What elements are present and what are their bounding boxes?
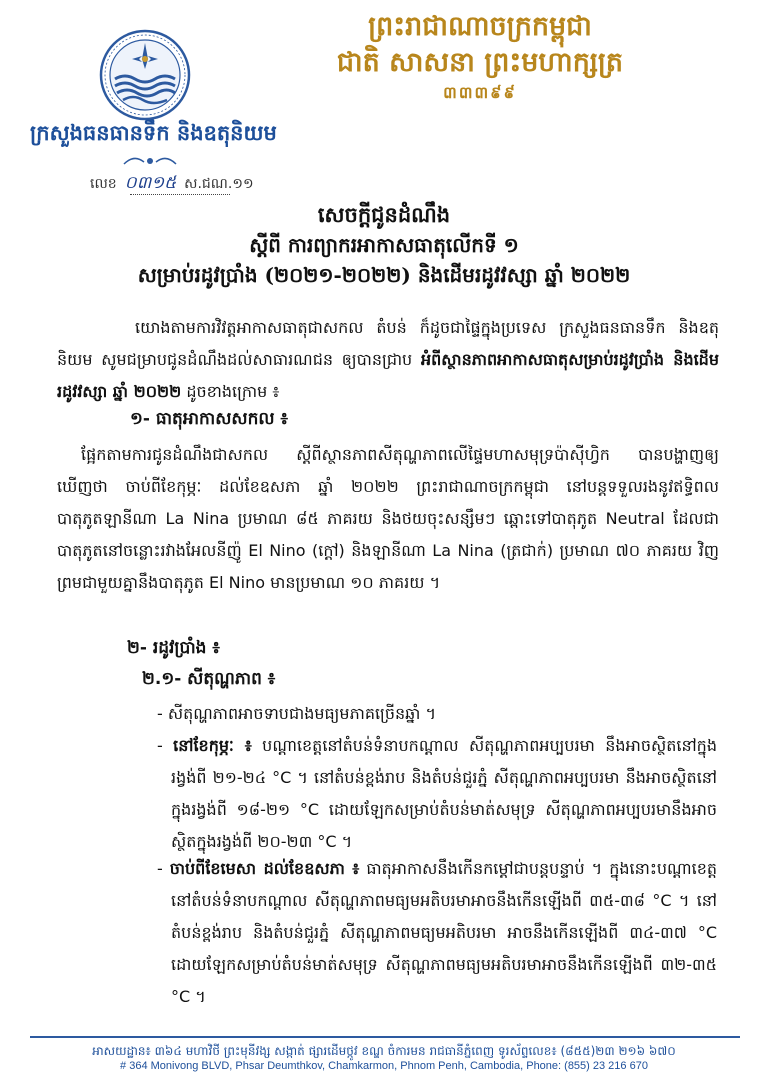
- flourish-ornament-icon: [120, 152, 180, 170]
- ministry-name: ក្រសួងធនធានទឹក និងឧតុនិយម: [30, 120, 277, 145]
- reference-suffix: ស.ជណ.១១: [184, 175, 254, 192]
- bullet-text: សីតុណ្ហភាពអាចទាបជាងមធ្យមភាគច្រើនឆ្នាំ ។: [167, 704, 436, 723]
- section-2-heading: ២- រដូវប្រាំង ៖: [127, 638, 220, 658]
- intro-bold-text: អំពីស្ថានភាពអាកាសធាតុសម្រាប់រដូវប្រាំង និងដើមរដូវវស្សា ឆ្នាំ ២០២២: [57, 350, 719, 401]
- footer-divider: [30, 1036, 740, 1038]
- bullet-text: បណ្តាខេត្តនៅតំបន់ទំនាបកណ្តាល សីតុណ្ហភាពអប្បបរមា នឹងអាចស្ថិតនៅក្នុងរង្វង់ពី ២១-២៤ °C ។ នៅតំបន់ខ្ពង់រាប និងតំបន់ជួរភ្នំ សីតុណ្ហភាពអប្បបរមា នឹងអាចស្ថិតនៅក្នុងរង្វង់ពី ១៨-២១ °C ដោយឡែកសម្រាប់តំបន់មាត់សមុទ្រ សីតុណ្ហភាពអប្បបរមានឹងអាចស្ថិតក្នុងរង្វង់ពី ២០-២៣ °C ។: [171, 736, 717, 851]
- footer-address-english: # 364 Monivong BLVD, Phsar Deumthkov, Chamkarmon, Phnom Penh, Cambodia, Phone: (855) 23 216 670: [120, 1060, 648, 1072]
- intro-text: យោងតាមការវិវត្តអាកាសធាតុជាសកល តំបន់ ក៏ដូចជាផ្ទៃក្នុងប្រទេស ក្រសួងធនធានទឹក និងឧតុនិយម សូមជម្រាបជូនដំណឹងដល់សាធារណជន ឲ្យបានជ្រាប: [57, 318, 719, 369]
- national-motto: ជាតិ សាសនា ព្រះមហាក្សត្រ: [336, 47, 624, 78]
- intro-paragraph: [57, 312, 719, 408]
- intro-tail: ដូចខាងក្រោម ៖: [181, 382, 280, 401]
- document-subtitle: ស្តីពី ការព្យាករអាកាសធាតុលើកទី ១: [249, 233, 519, 257]
- reference-label: លេខ: [90, 175, 117, 192]
- section-2-1-heading: ២.១- សីតុណ្ហភាព ៖: [142, 669, 276, 689]
- document-title: សេចក្តីជូនដំណឹង: [317, 202, 451, 227]
- reference-dotted-line: [130, 194, 230, 195]
- temperature-bullet-2: - នៅខែកុម្ភៈ ៖ បណ្តាខេត្តនៅតំបន់ទំនាបកណ្តាល សីតុណ្ហភាពអប្បបរមា នឹងអាចស្ថិតនៅក្នុងរង្វង់ពី ២១-២៤ °C ។ នៅតំបន់ខ្ពង់រាប និងតំបន់ជួរភ្នំ សីតុណ្ហភាពអប្បបរមា នឹងអាចស្ថិតនៅក្នុងរង្វង់ពី ១៨-២១ °C ដោយឡែកសម្រាប់តំបន់មាត់សមុទ្រ សីតុណ្ហភាពអប្បបរមានឹងអាចស្ថិតក្នុងរង្វង់ពី ២០-២៣ °C ។: [157, 736, 717, 851]
- temperature-bullet-1: - សីតុណ្ហភាពអាចទាបជាងមធ្យមភាគច្រើនឆ្នាំ ។: [157, 704, 436, 723]
- temperature-bullet-3: - ចាប់ពីខែមេសា ដល់ខែឧសភា ៖ ធាតុអាកាសនឹងកើនកម្តៅជាបន្តបន្ទាប់ ។ ក្នុងនោះបណ្តាខេត្តនៅតំបន់ទំនាបកណ្តាល សីតុណ្ហភាពមធ្យមអតិបរមាអាចនឹងកើនឡើងពី ៣៥-៣៨ °C ។ នៅតំបន់ខ្ពង់រាប និងតំបន់ជួរភ្នំ សីតុណ្ហភាពមធ្យមអតិបរមា អាចនឹងកើនឡើងពី ៣៤-៣៧ °C ដោយឡែកសម្រាប់តំបន់មាត់សមុទ្រ សីតុណ្ហភាពមធ្យមអតិបរមាអាចនឹងកើនឡើងពី ៣២-៣៥ °C ។: [157, 859, 718, 1006]
- section-1-heading: ១- ធាតុអាកាសសកល ៖: [130, 409, 288, 429]
- section-1-paragraph: ផ្អែកតាមការជូនដំណឹងជាសកល ស្តីពីស្ថានភាពសីតុណ្ហភាពលើផ្ទៃមហាសមុទ្រប៉ាស៊ីហ្វិក បានបង្ហាញឲ្យឃើញថា ចាប់ពីខែកុម្ភៈ ដល់ខែឧសភា ឆ្នាំ ២០២២ ព្រះរាជាណាចក្រកម្ពុជា នៅបន្តទទួលរងនូវឥទ្ធិពលបាតុភូតឡានីណា La Nina ប្រមាណ ៨៥ ភាគរយ និងថយចុះសន្សឹមៗ ឆ្ពោះទៅបាតុភូត Neutral ដែលជាបាតុភូតនៅចន្លោះរវាងអែលនីញ៉ូ El Nino (ក្តៅ) និងឡានីណា La Nina (ត្រជាក់) ប្រមាណ ៧០ ភាគរយ វិញ ព្រមជាមួយគ្នានឹងបាតុភូត El Nino មានប្រមាណ ១០ ភាគរយ ។: [57, 445, 719, 592]
- kingdom-name: ព្រះរាជាណាចក្រកម្ពុជា: [368, 11, 592, 42]
- bullet-text: ធាតុអាកាសនឹងកើនកម្តៅជាបន្តបន្ទាប់ ។ ក្នុងនោះបណ្តាខេត្តនៅតំបន់ទំនាបកណ្តាល សីតុណ្ហភាពមធ្យមអតិបរមាអាចនឹងកើនឡើងពី ៣៥-៣៨ °C ។ នៅតំបន់ខ្ពង់រាប និងតំបន់ជួរភ្នំ សីតុណ្ហភាពមធ្យមអតិបរមា អាចនឹងកើនឡើងពី ៣៤-៣៧ °C ដោយឡែកសម្រាប់តំបន់មាត់សមុទ្រ សីតុណ្ហភាពមធ្យមអតិបរមាអាចនឹងកើនឡើងពី ៣២-៣៥ °C ។: [171, 859, 718, 1006]
- footer-address-khmer: អាសយដ្ឋាន៖ ៣៦៤ មហាវិថី ព្រះមុនីវង្ស សង្កាត់ ផ្សារដើមថ្កូវ ខណ្ឌ ចំការមន រាជធានីភ្នំពេញ ទូរស័ព្ទលេខ៖ (៨៥៥)២៣ ២១៦ ៦៧០: [92, 1044, 676, 1058]
- reference-value: ០៣១៥: [124, 172, 177, 193]
- motto-ornament: ៣៣៣៩៩: [443, 83, 517, 102]
- bullet-lead: នៅខែកុម្ភៈ ៖: [173, 736, 252, 755]
- bullet-lead: ចាប់ពីខែមេសា ដល់ខែឧសភា ៖: [169, 859, 360, 878]
- reference-number: [90, 172, 254, 196]
- document-period: សម្រាប់រដូវប្រាំង (២០២១-២០២២) និងដើមរដូវវស្សា ឆ្នាំ ២០២២: [137, 263, 631, 287]
- ministry-emblem-icon: [99, 29, 191, 121]
